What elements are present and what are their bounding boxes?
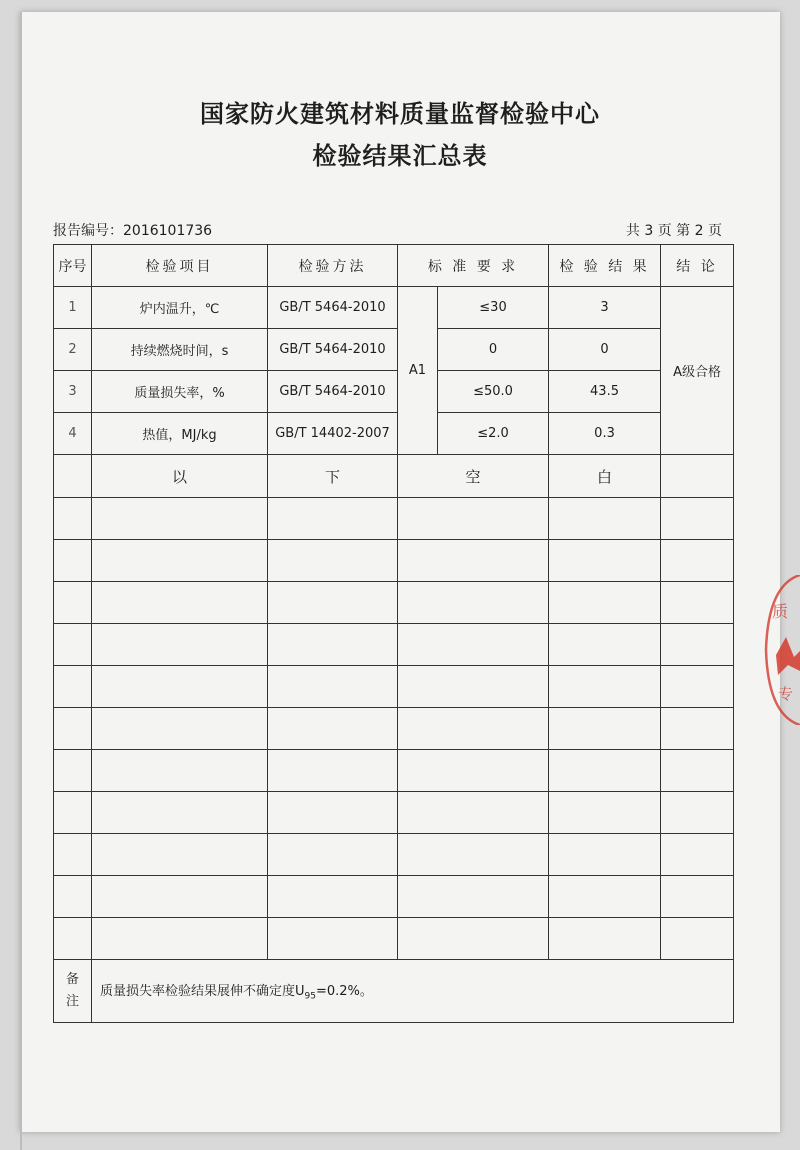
empty-cell [54, 498, 92, 540]
row-no: 2 [54, 329, 92, 371]
empty-cell [54, 876, 92, 918]
empty-cell [268, 540, 398, 582]
empty-table-row [54, 708, 734, 750]
row-item: 热值，MJ/kg [92, 413, 268, 455]
empty-cell [661, 708, 734, 750]
empty-cell [398, 666, 549, 708]
report-number: 报告编号：2016101736 [53, 223, 213, 239]
empty-table-row [54, 498, 734, 540]
row-method: GB/T 5464-2010 [268, 329, 398, 371]
empty-cell [549, 750, 661, 792]
empty-cell [398, 834, 549, 876]
empty-table-row [54, 624, 734, 666]
row-requirement: 0 [438, 329, 549, 371]
row-no: 1 [54, 287, 92, 329]
table-header-row [54, 245, 734, 287]
remarks-label-text: 备 注 [65, 972, 79, 1009]
empty-cell [268, 624, 398, 666]
svg-text:专: 专 [778, 685, 794, 703]
empty-cell [549, 540, 661, 582]
empty-cell [268, 582, 398, 624]
empty-table-row [54, 792, 734, 834]
col-header-requirement: 标 准 要 求 [398, 245, 549, 287]
empty-cell [92, 540, 268, 582]
empty-cell [268, 750, 398, 792]
empty-cell [661, 876, 734, 918]
empty-cell [398, 708, 549, 750]
empty-cell [549, 834, 661, 876]
empty-table-row [54, 666, 734, 708]
empty-cell [661, 834, 734, 876]
row-item: 持续燃烧时间，s [92, 329, 268, 371]
empty-cell [92, 834, 268, 876]
blank-mark-1: 以 [92, 455, 268, 498]
empty-cell [92, 498, 268, 540]
empty-cell [661, 498, 734, 540]
row-requirement: ≤50.0 [438, 371, 549, 413]
empty-cell [661, 750, 734, 792]
blank-mark-2: 下 [268, 455, 398, 498]
row-result: 43.5 [549, 371, 661, 413]
empty-cell [398, 918, 549, 960]
col-header-result: 检 验 结 果 [549, 245, 661, 287]
center-name-title: 国家防火建筑材料质量监督检验中心 [200, 100, 600, 128]
col-header-item: 检验项目 [92, 245, 268, 287]
empty-cell [54, 918, 92, 960]
row-requirement: ≤30 [438, 287, 549, 329]
empty-cell [661, 792, 734, 834]
empty-cell [92, 582, 268, 624]
empty-cell [92, 708, 268, 750]
blank-mark-3: 空 [398, 455, 549, 498]
remarks-label [54, 960, 92, 1023]
empty-table-row [54, 876, 734, 918]
row-result: 0.3 [549, 413, 661, 455]
empty-cell [661, 918, 734, 960]
empty-cell [268, 876, 398, 918]
empty-cell [661, 582, 734, 624]
empty-cell [549, 582, 661, 624]
empty-cell [398, 792, 549, 834]
empty-cell [398, 498, 549, 540]
blank-mark-4: 白 [549, 455, 661, 498]
empty-cell [549, 624, 661, 666]
row-requirement: ≤2.0 [438, 413, 549, 455]
col-header-conclusion: 结 论 [661, 245, 734, 287]
empty-table-row [54, 750, 734, 792]
row-no: 4 [54, 413, 92, 455]
empty-cell [549, 666, 661, 708]
empty-cell [398, 582, 549, 624]
col-header-no: 序号 [54, 245, 92, 287]
remarks-row [54, 960, 734, 1023]
empty-cell [54, 750, 92, 792]
empty-cell [92, 624, 268, 666]
empty-cell [92, 876, 268, 918]
conclusion: A级合格 [661, 287, 734, 455]
empty-cell [398, 540, 549, 582]
row-no: 3 [54, 371, 92, 413]
empty-cell [92, 918, 268, 960]
standard-group: A1 [398, 287, 438, 455]
empty-cell [549, 792, 661, 834]
empty-table-row [54, 582, 734, 624]
empty-cell [268, 918, 398, 960]
empty-cell [268, 498, 398, 540]
remarks-text: 质量损失率检验结果展伸不确定度$U_{95}=0.2\%$。 [92, 960, 734, 1023]
empty-rows [54, 498, 734, 960]
blank-marker-row [54, 455, 734, 498]
empty-cell [54, 582, 92, 624]
svg-text:质: 质 [772, 602, 789, 621]
empty-cell [54, 540, 92, 582]
empty-table-row [54, 540, 734, 582]
row-method: GB/T 14402-2007 [268, 413, 398, 455]
col-header-method: 检验方法 [268, 245, 398, 287]
summary-table-title: 检验结果汇总表 [312, 142, 488, 170]
row-method: GB/T 5464-2010 [268, 371, 398, 413]
row-result: 3 [549, 287, 661, 329]
empty-cell [661, 540, 734, 582]
empty-cell [549, 876, 661, 918]
empty-cell [268, 666, 398, 708]
row-item: 炉内温升，℃ [92, 287, 268, 329]
empty-cell [398, 750, 549, 792]
empty-cell [661, 666, 734, 708]
scan-edge [20, 12, 22, 1150]
empty-cell [398, 876, 549, 918]
empty-cell [54, 624, 92, 666]
table-row [54, 287, 734, 329]
empty-cell [92, 666, 268, 708]
empty-cell [268, 834, 398, 876]
table-row [54, 329, 734, 371]
empty-table-row [54, 834, 734, 876]
page-info: 共 3 页 第 2 页 [625, 223, 722, 239]
empty-cell [268, 792, 398, 834]
empty-cell [54, 792, 92, 834]
table-row [54, 371, 734, 413]
empty-cell [54, 834, 92, 876]
empty-cell [268, 708, 398, 750]
empty-cell [549, 918, 661, 960]
results-table [53, 244, 734, 1023]
empty-cell [92, 750, 268, 792]
empty-cell [549, 498, 661, 540]
table-row [54, 413, 734, 455]
row-result: 0 [549, 329, 661, 371]
red-seal-stamp-fragment [762, 575, 800, 725]
empty-cell [92, 792, 268, 834]
empty-table-row [54, 918, 734, 960]
empty-cell [54, 708, 92, 750]
empty-cell [661, 624, 734, 666]
row-item: 质量损失率，% [92, 371, 268, 413]
empty-cell [54, 666, 92, 708]
empty-cell [549, 708, 661, 750]
row-method: GB/T 5464-2010 [268, 287, 398, 329]
empty-cell [398, 624, 549, 666]
